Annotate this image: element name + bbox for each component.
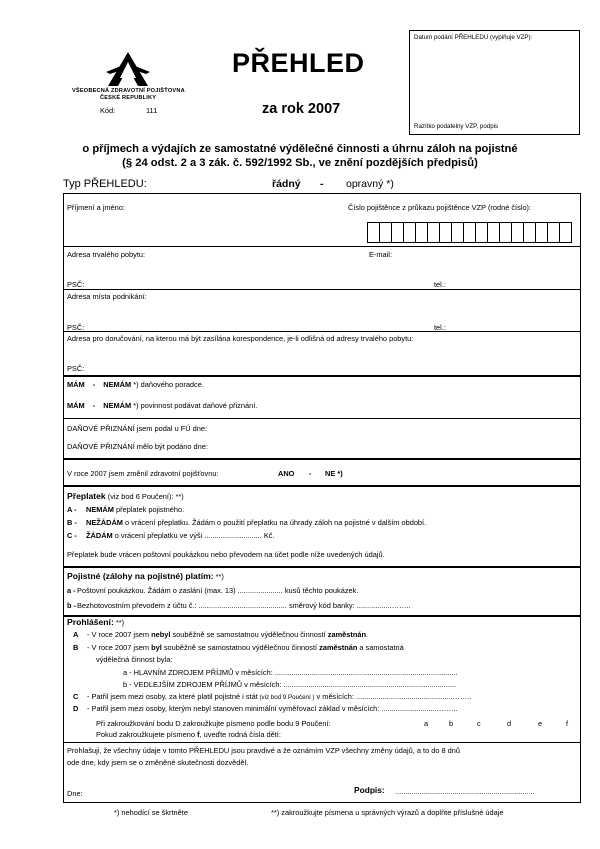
- tax-return-row: MÁM - NEMÁM *) povinnost podávat daňové přiznání.: [67, 401, 258, 410]
- report-type-label: Typ PŘEHLEDU:: [63, 178, 147, 190]
- divider: [63, 289, 580, 290]
- payment-option-b[interactable]: b -Bezhotovostním převodem z účtu č.: ........................................... směrový kód banky: .................……..: [67, 601, 411, 610]
- letter-a-option[interactable]: a: [424, 719, 429, 728]
- declaration-option-b[interactable]: B - V roce 2007 jsem byl souběžně se samostatnou výdělečnou činností zaměstnán a samostatná: [73, 643, 404, 652]
- footnote-circle: **) zakroužkujte písmena u správných výrazů a doplňte příslušné údaje: [271, 808, 504, 817]
- change-yes-option[interactable]: ANO: [278, 469, 295, 478]
- divider: [63, 418, 580, 419]
- have-not-option[interactable]: NEMÁM: [103, 380, 132, 389]
- insurer-name-line2: ČESKÉ REPUBLIKY: [100, 95, 157, 101]
- divider: [63, 246, 580, 247]
- stamp-label: Razítko podatelny VZP, podpis: [414, 123, 499, 130]
- insured-number-field[interactable]: [367, 222, 572, 243]
- divider: [63, 331, 580, 332]
- psc-label: PSČ:: [67, 323, 85, 332]
- statement-line1: Prohlašuji, že všechny údaje v tomto PŘEHLEDU jsou pravdivé a že oznámím VZP všechny změny údajů, a to do 8 dnů: [67, 746, 460, 755]
- signature-label: Podpis:: [354, 785, 385, 795]
- declaration-b-line2: výdělečná činnost byla:: [96, 655, 173, 664]
- statement-line2: ode dne, kdy jsem se o změněné skutečnosti dozvěděl.: [67, 758, 249, 767]
- footnote-strike: *) nehodící se škrtněte: [114, 808, 188, 817]
- secondary-income-months[interactable]: b - VEDLEJŠÍM ZDROJEM PŘÍJMŮ v měsících: ....................................................................................: [123, 680, 457, 689]
- overpayment-option-b[interactable]: B - NEŽÁDÁM o vrácení přeplatku. Žádám o použití přeplatku na úhrady záloh na pojistné v dalším období.: [67, 518, 427, 527]
- divider: [63, 742, 580, 743]
- declaration-option-a[interactable]: A - V roce 2007 jsem nebyl souběžně se samostatnou výdělečnou činností zaměstnán.: [73, 630, 369, 639]
- declaration-option-d[interactable]: D - Patřil jsem mezi osoby, kterým nebyl stanoven minimální vyměřovací základ v měsících: ............................……..: [73, 704, 458, 713]
- children-birth-numbers-text: Pokud zakroužkujete písmeno f, uveďte rodná čísla dětí:: [96, 730, 281, 739]
- email-label: E-mail:: [369, 250, 392, 259]
- declaration-option-c[interactable]: C - Patřil jsem mezi osoby, za které platil pojistné i stát (viz bod 9 Poučení ) v měsících: ...............................................……..: [73, 692, 472, 701]
- report-type-regular[interactable]: řádný: [272, 178, 301, 190]
- correspondence-address-label: Adresa pro doručování, na kterou má být zasílána korespondence, je-li odlišná od adresy trvalého pobytu:: [67, 334, 414, 343]
- name-label: Příjmení a jméno:: [67, 203, 125, 212]
- tax-return-filed-label: DAŇOVÉ PŘIZNÁNÍ jsem podal u FÚ dne:: [67, 424, 208, 433]
- psc-label: PSČ:: [67, 364, 85, 373]
- have-option[interactable]: MÁM: [67, 401, 85, 410]
- divider: [63, 485, 580, 487]
- signature-field[interactable]: ....................................................................: [395, 787, 535, 796]
- permanent-address-label: Adresa trvalého pobytu:: [67, 250, 146, 259]
- overpayment-title: Přeplatek (viz bod 6 Poučení): **): [67, 491, 184, 501]
- insured-number-label: Číslo pojištěnce z průkazu pojištěnce VZP (rodné číslo):: [348, 203, 532, 212]
- code-label: Kód:: [100, 106, 116, 115]
- report-type-dash: -: [320, 178, 324, 190]
- code-value: 111: [146, 106, 158, 115]
- payment-title: Pojistné (zálohy na pojistné) platím: **): [67, 571, 224, 581]
- subtitle-line1: o příjmech a výdajích ze samostatné výdělečné činnosti a úhrnu záloh na pojistné: [82, 143, 518, 155]
- overpayment-option-c[interactable]: C - ŽÁDÁM o vrácení přeplatku ve výši ............................ Kč.: [67, 531, 275, 540]
- divider: [63, 375, 580, 377]
- main-income-months[interactable]: a - HLAVNÍM ZDROJEM PŘÍJMŮ v měsících: .........................................................................................: [123, 668, 458, 677]
- page-title: PŘEHLED: [232, 48, 365, 78]
- tax-advisor-row: MÁM - NEMÁM *) daňového poradce.: [67, 380, 204, 389]
- letter-d-option[interactable]: d: [507, 719, 512, 728]
- report-type-correction[interactable]: opravný *): [346, 178, 394, 190]
- choose-letter-text: Při zakroužkování bodu D zakroužkujte písmeno podle bodu 9 Poučení:: [96, 719, 331, 728]
- divider: [63, 458, 580, 460]
- divider: [63, 566, 580, 568]
- overpayment-option-a[interactable]: A - NEMÁM přeplatek pojistného.: [67, 505, 185, 514]
- letter-c-option[interactable]: c: [477, 719, 481, 728]
- overpayment-note: Přeplatek bude vrácen poštovní poukázkou nebo převodem na účet podle níže uvedených údajů.: [67, 550, 385, 559]
- psc-label: PSČ:: [67, 280, 85, 289]
- payment-option-a[interactable]: a -Poštovní poukázkou. Žádám o zaslání (max. 13) ...................... kusů těchto poukázek.: [67, 586, 359, 595]
- insurer-name-line1: VŠEOBECNÁ ZDRAVOTNÍ POJIŠŤOVNA: [72, 88, 185, 94]
- subtitle-line2: (§ 24 odst. 2 a 3 zák. č. 592/1992 Sb., ve znění pozdějších předpisů): [122, 157, 478, 169]
- tel-label: tel.:: [434, 280, 446, 289]
- have-not-option[interactable]: NEMÁM: [103, 401, 132, 410]
- tax-return-due-label: DAŇOVÉ PŘIZNÁNÍ mělo být podáno dne:: [67, 442, 208, 451]
- letter-b-option[interactable]: b: [449, 719, 454, 728]
- vzp-logo: [100, 50, 156, 88]
- date-label: Dne:: [67, 789, 83, 798]
- submission-box: [409, 30, 580, 135]
- letter-e-option[interactable]: e: [538, 719, 543, 728]
- have-option[interactable]: MÁM: [67, 380, 85, 389]
- change-no-option[interactable]: NE *): [325, 469, 343, 478]
- insurer-change-text: V roce 2007 jsem změnil zdravotní pojišťovnu:: [67, 469, 219, 478]
- report-year: za rok 2007: [262, 101, 341, 117]
- declaration-title: Prohlášení: **): [67, 617, 125, 627]
- letter-f-option[interactable]: f: [566, 719, 569, 728]
- divider: [63, 615, 580, 617]
- submission-date-label: Datum podání PŘEHLEDU (vyplňuje VZP):: [414, 34, 533, 41]
- tel-label: tel.:: [434, 323, 446, 332]
- business-address-label: Adresa místa podnikání:: [67, 292, 147, 301]
